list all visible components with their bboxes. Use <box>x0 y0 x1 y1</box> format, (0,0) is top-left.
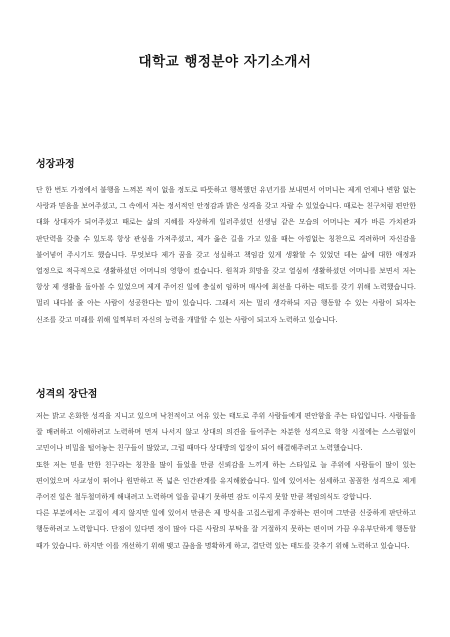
paragraph: 단 한 번도 가정에서 불행을 느껴본 적이 없을 정도로 따뜻하고 행복했던 유년기를 보내면서 어머니는 제게 언제나 변함 없는 사랑과 믿음을 보여주셨고, 그 속에서 저는 정서적인 안정감과 밝은 성격을 갖고 자랄 수 있었습니다. 때로는 친구처럼 편안한 대화 상대자가 되어주셨고 때로는 삶의 지혜를 자상하게 일러주셨던 선생님 같은 모습의 어머니는 제가 바른 가치관과 판단력을 갖출 수 있도록 항상 관심을 가져주셨고, 제가 옳은 길을 가고 있을 때는 아낌없는 칭찬으로 격려하며 자신감을 불어넣어 주시기도 했습니다. 무엇보다 제가 꿈을 갖고 성실하고 책임감 있게 생활할 수 있었던 데는 삶에 대한 애정과 열정으로 적극적으로 생활하셨던 어머니의 영향이 컸습니다. 원칙과 희망을 갖고 열심히 생활하셨던 어머니를 보면서 저는 항상 제 생활을 돌아볼 수 있었으며 제게 주어진 일에 충실히 임하며 매사에 최선을 다하는 태도를 갖기 위해 노력했습니다. 멀리 내다볼 줄 아는 사람이 성공한다는 말이 있습니다. 그래서 저는 멀리 생각하되 지금 행동할 수 있는 사람이 되자는 신조를 갖고 미래를 위해 일찍부터 자신의 능력을 개발할 수 있는 사람이 되고자 노력하고 있습니다. <box>36 186 416 324</box>
section-heading-growth: 성장과정 <box>36 159 75 170</box>
paragraph: 다른 부분에서는 고집이 세지 않지만 일에 있어서 만큼은 제 방식을 고집스럽게 주장하는 편이며 그만큼 신중하게 판단하고 행동하려고 노력합니다. 단점이 있다면 정이 많아 다른 사람의 부탁을 잘 거절하지 못하는 편이며 가끔 우유부단하게 행동할 때가 있습니다. 하지만 이를 개선하기 위해 맺고 끊음을 명확하게 하고, 결단력 있는 태도를 갖추기 위해 노력하고 있습니다. <box>36 509 416 550</box>
section-heading-strengths-weaknesses: 성격의 장단점 <box>36 389 98 400</box>
document-title: 대학교 행정분야 자기소개서 <box>138 54 312 70</box>
paragraph: 또한 저는 믿을 만한 친구라는 칭찬을 많이 들었을 만큼 신뢰감을 느끼게 하는 스타일로 늘 주위에 사람들이 많이 있는 편이었으며 사교성이 뛰어나 원만하고 폭 넓은 인간관계를 유지해왔습니다. 일에 있어서는 섬세하고 꼼꼼한 성격으로 제게 주어진 일은 철두철미하게 해내려고 노력하며 일을 끝내기 못하면 잠도 이루지 못할 만큼 책임의식도 강합니다. <box>36 460 416 502</box>
paragraph: 저는 밝고 온화한 성격을 지니고 있으며 낙천적이고 여유 있는 태도로 주위 사람들에게 편안함을 주는 타입입니다. 사람들을 잘 배려하고 이해하려고 노력하며 먼저 나서지 않고 상대의 의견을 들어주는 차분한 성격으로 학창 시절에는 스스럼없이 고민이나 비밀을 털어놓는 친구들이 많았고, 그럴 때마다 상대방의 입장이 되어 해결해주려고 노력했습니다. <box>36 412 416 453</box>
section-body-growth <box>36 182 416 328</box>
section-body-strengths-weaknesses <box>36 408 416 554</box>
